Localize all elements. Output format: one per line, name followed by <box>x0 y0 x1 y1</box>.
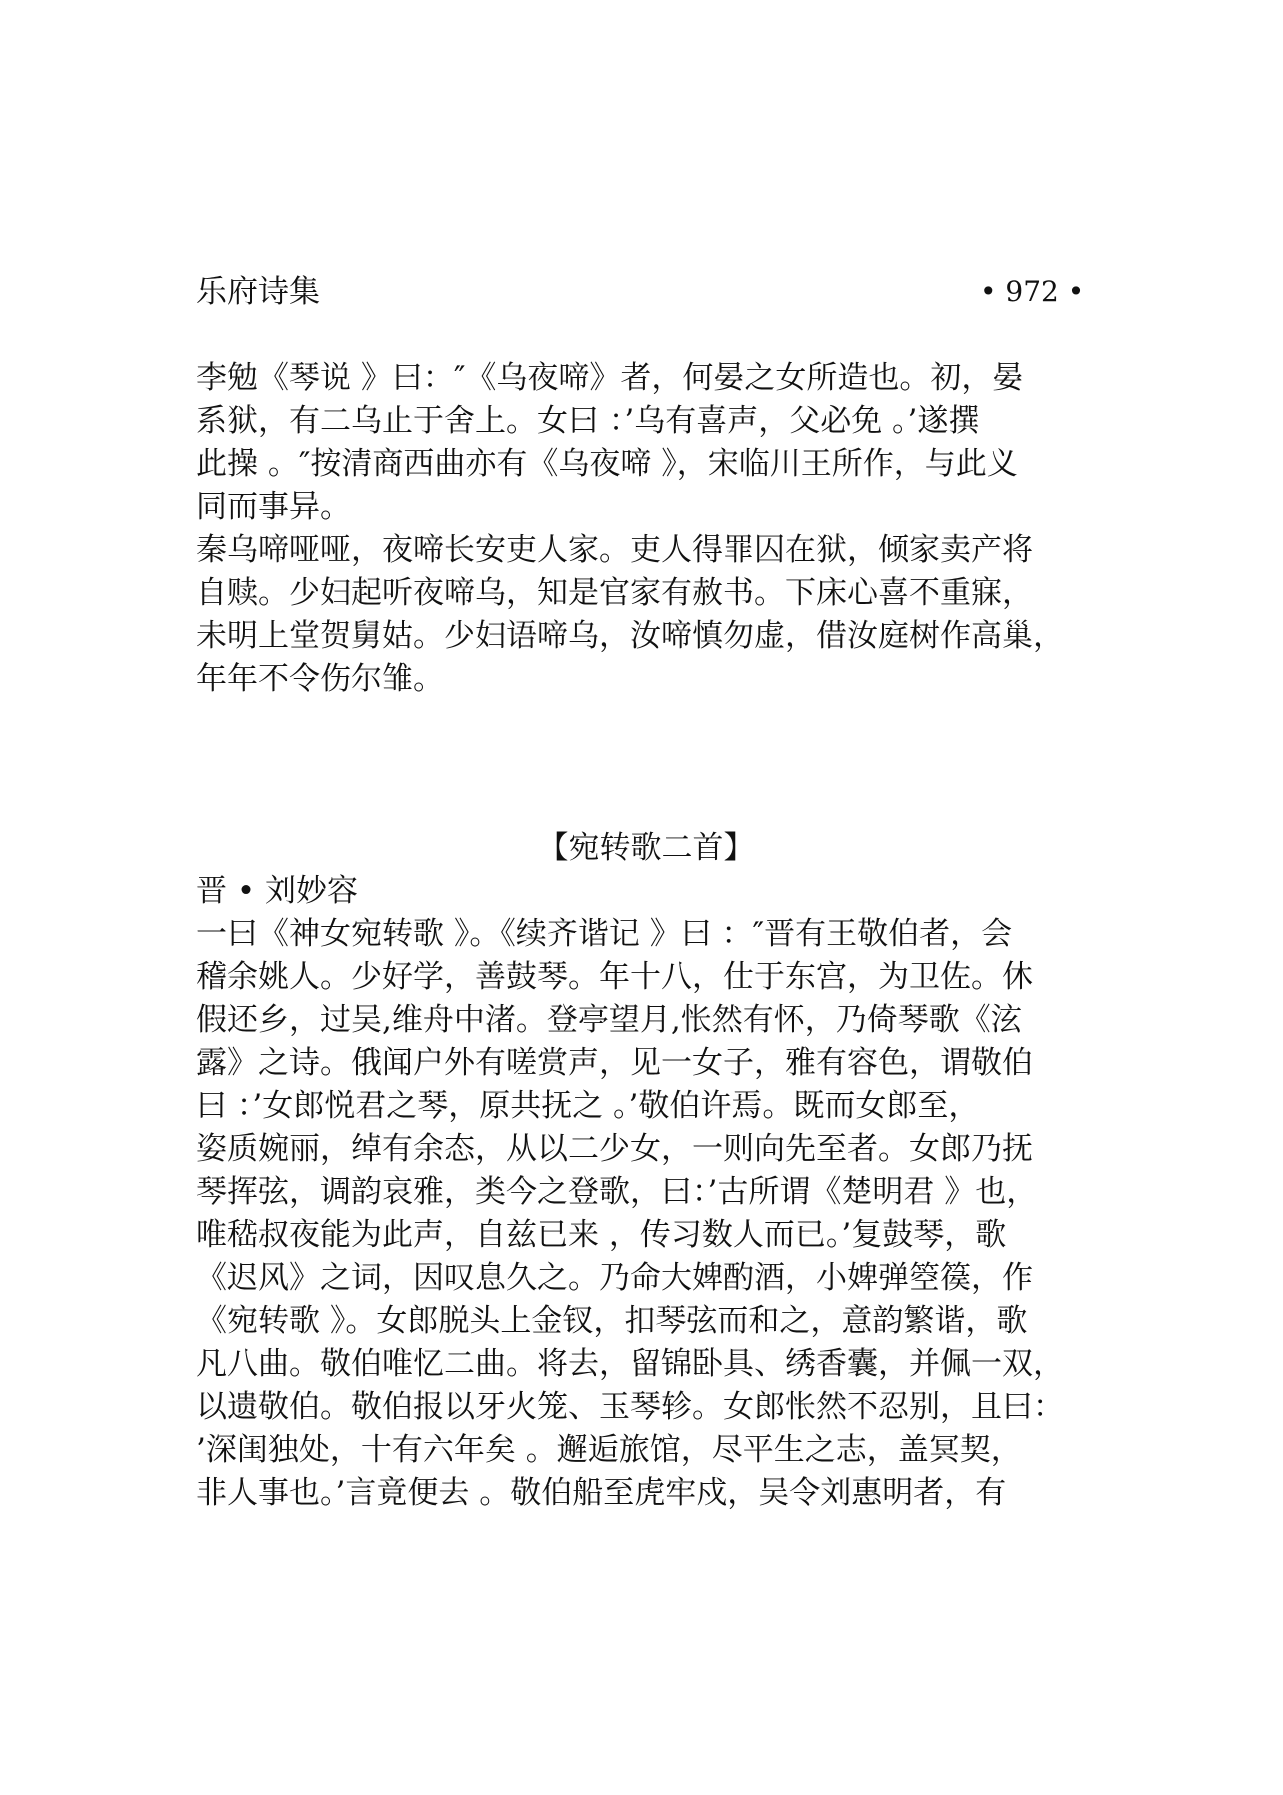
text-line: 同而事异。 <box>196 489 351 525</box>
text-line: 《迟风》之词，因叹息久之。乃命大婢酌酒，小婢弹箜篌，作 <box>196 1260 1033 1296</box>
poem-paragraph <box>196 529 1096 701</box>
text-line: 自赎。少妇起听夜啼乌，知是官家有赦书。下床心喜不重寐， <box>196 575 1033 611</box>
text-line: 未明上堂贺舅姑。少妇语啼乌，汝啼慎勿虚，借汝庭树作高巢， <box>196 618 1064 654</box>
text-line: 露》之诗。俄闻户外有嗟赏声，见一女子，雅有容色，谓敬伯 <box>196 1045 1033 1081</box>
text-line: 年年不令伤尔雏。 <box>196 661 444 697</box>
text-line: 系狱，有二乌止于舍上。女曰 ：’乌有喜声，父必免 。’遂撰 <box>196 403 980 439</box>
page-number: • 972 • <box>980 275 1085 308</box>
text-line: 以遗敬伯。敬伯报以牙火笼、玉琴轸。女郎怅然不忍别，且曰： <box>196 1389 1064 1425</box>
intro-paragraph <box>196 357 1096 529</box>
text-line: 非人事也。’言竟便去 。敬伯船至虎牢戍，吴令刘惠明者，有 <box>196 1475 1007 1511</box>
section-title: 【宛转歌二首】 <box>537 830 755 866</box>
text-line: 假还乡，过吴,维舟中渚。登亭望月,怅然有怀，乃倚琴歌《泫 <box>196 1002 1022 1038</box>
book-title: 乐府诗集 <box>196 274 320 310</box>
text-line: 一曰《神女宛转歌 》。《续齐谐记 》曰 ：″晋有王敬伯者，会 <box>196 916 1013 952</box>
text-line: 曰 ：’女郎悦君之琴，原共抚之 。’敬伯许焉。既而女郎至， <box>196 1088 980 1124</box>
text-line: 《宛转歌 》。女郎脱头上金钗，扣琴弦而和之，意韵繁谐，歌 <box>196 1303 1028 1339</box>
text-line: 此操 。″按清商西曲亦有《乌夜啼 》，宋临川王所作，与此义 <box>196 446 1018 482</box>
text-line: 唯嵇叔夜能为此声，自兹已来 ，传习数人而已。’复鼓琴，歌 <box>196 1217 1007 1253</box>
text-line: 李勉《琴说 》曰：″《乌夜啼》者，何晏之女所造也。初，晏 <box>196 360 1024 396</box>
text-line: 凡八曲。敬伯唯忆二曲。将去，留锦卧具、绣香囊，并佩一双， <box>196 1346 1064 1382</box>
text-line: 秦乌啼哑哑，夜啼长安吏人家。吏人得罪囚在狱，倾家卖产将 <box>196 532 1033 568</box>
text-line: 琴挥弦，调韵哀雅，类今之登歌，曰：’古所谓《楚明君 》也， <box>196 1174 1038 1210</box>
author-line: 晋 • 刘妙容 <box>196 873 358 909</box>
section-paragraph <box>196 870 1096 1515</box>
text-line: 姿质婉丽，绰有余态，从以二少女，一则向先至者。女郎乃抚 <box>196 1131 1033 1167</box>
text-line: 稽余姚人。少好学，善鼓琴。年十八，仕于东宫，为卫佐。休 <box>196 959 1033 995</box>
text-line: ’深闺独处，十有六年矣 。邂逅旅馆，尽平生之志，盖冥契， <box>196 1432 1022 1468</box>
